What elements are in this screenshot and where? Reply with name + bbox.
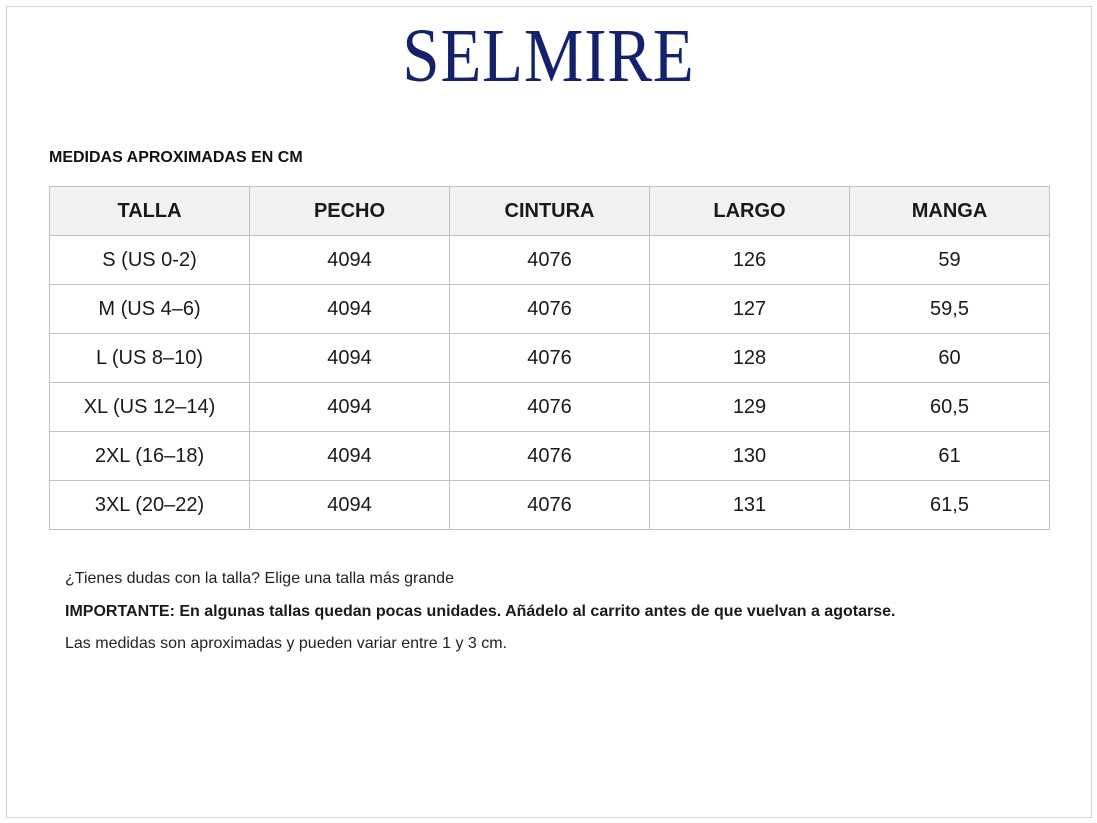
cell-largo: 126	[650, 236, 850, 285]
cell-manga: 61,5	[850, 481, 1050, 530]
cell-talla: 3XL (20–22)	[50, 481, 250, 530]
cell-manga: 61	[850, 432, 1050, 481]
cell-cintura: 4076	[450, 383, 650, 432]
cell-talla: XL (US 12–14)	[50, 383, 250, 432]
cell-largo: 129	[650, 383, 850, 432]
cell-manga: 59	[850, 236, 1050, 285]
table-row	[50, 432, 1050, 481]
header-cintura: CINTURA	[450, 187, 650, 236]
cell-largo: 131	[650, 481, 850, 530]
cell-cintura: 4076	[450, 236, 650, 285]
size-chart-heading: MEDIDAS APROXIMADAS EN CM	[49, 149, 303, 166]
table-row	[50, 481, 1050, 530]
header-manga: MANGA	[850, 187, 1050, 236]
size-advice-note: ¿Tienes dudas con la talla? Elige una talla más grande	[65, 570, 454, 587]
cell-cintura: 4076	[450, 285, 650, 334]
size-notes	[65, 569, 895, 667]
cell-cintura: 4076	[450, 481, 650, 530]
header-talla: TALLA	[50, 187, 250, 236]
cell-largo: 130	[650, 432, 850, 481]
header-largo: LARGO	[650, 187, 850, 236]
cell-pecho: 4094	[250, 334, 450, 383]
cell-pecho: 4094	[250, 432, 450, 481]
cell-manga: 60	[850, 334, 1050, 383]
cell-cintura: 4076	[450, 432, 650, 481]
cell-largo: 127	[650, 285, 850, 334]
cell-talla: S (US 0-2)	[50, 236, 250, 285]
table-row	[50, 334, 1050, 383]
cell-cintura: 4076	[450, 334, 650, 383]
stock-warning-note: IMPORTANTE: En algunas tallas quedan pocas unidades. Añádelo al carrito antes de que vuelvan a agotarse.	[65, 602, 896, 620]
cell-largo: 128	[650, 334, 850, 383]
table-row	[50, 383, 1050, 432]
cell-pecho: 4094	[250, 236, 450, 285]
cell-talla: L (US 8–10)	[50, 334, 250, 383]
cell-manga: 60,5	[850, 383, 1050, 432]
cell-pecho: 4094	[250, 285, 450, 334]
brand-logo: SELMIRE	[402, 14, 695, 98]
size-chart-table	[49, 186, 1050, 530]
header-pecho: PECHO	[250, 187, 450, 236]
cell-pecho: 4094	[250, 383, 450, 432]
table-header-row	[50, 187, 1050, 236]
cell-manga: 59,5	[850, 285, 1050, 334]
table-row	[50, 285, 1050, 334]
measurement-disclaimer: Las medidas son aproximadas y pueden variar entre 1 y 3 cm.	[65, 635, 508, 652]
cell-pecho: 4094	[250, 481, 450, 530]
table-row	[50, 236, 1050, 285]
cell-talla: M (US 4–6)	[50, 285, 250, 334]
cell-talla: 2XL (16–18)	[50, 432, 250, 481]
